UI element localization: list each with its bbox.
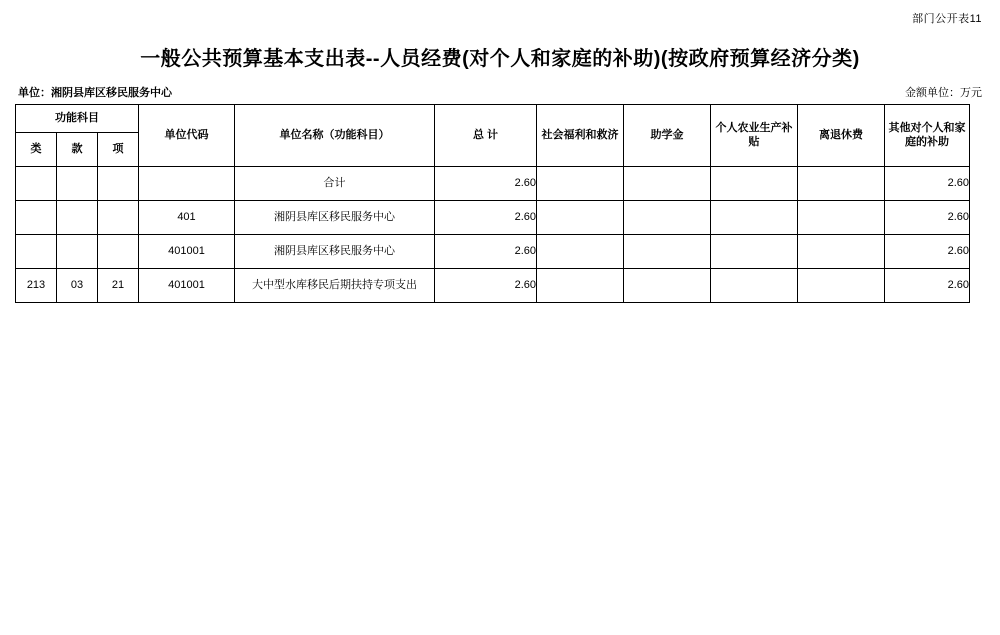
cell-agriculture-subsidy (711, 167, 798, 201)
cell-kuan (57, 235, 98, 269)
cell-unit-name: 合计 (235, 167, 435, 201)
column-header-grant: 助学金 (624, 105, 711, 167)
table-body (16, 167, 970, 303)
cell-other-personal-family-subsidy: 2.60 (885, 201, 970, 235)
cell-other-personal-family-subsidy: 2.60 (885, 167, 970, 201)
cell-kuan: 03 (57, 269, 98, 303)
cell-social-welfare (537, 235, 624, 269)
column-header-function-subject: 功能科目 (16, 105, 139, 133)
cell-agriculture-subsidy (711, 235, 798, 269)
column-header-unit-name: 单位名称（功能科目） (235, 105, 435, 167)
cell-unit-name: 大中型水库移民后期扶持专项支出 (235, 269, 435, 303)
cell-social-welfare (537, 201, 624, 235)
cell-grant (624, 201, 711, 235)
cell-unit-code (139, 167, 235, 201)
column-header-retirement: 离退休费 (798, 105, 885, 167)
cell-xiang (98, 201, 139, 235)
cell-unit-name: 湘阴县库区移民服务中心 (235, 235, 435, 269)
form-code-label: 部门公开表11 (912, 13, 982, 25)
cell-social-welfare (537, 269, 624, 303)
cell-lei: 213 (16, 269, 57, 303)
unit-label: 单位：湘阴县库区移民服务中心 (18, 87, 172, 99)
cell-xiang (98, 235, 139, 269)
cell-unit-name: 湘阴县库区移民服务中心 (235, 201, 435, 235)
cell-unit-code: 401 (139, 201, 235, 235)
cell-kuan (57, 201, 98, 235)
table-row (16, 167, 970, 201)
column-header-kuan: 款 (57, 133, 98, 167)
cell-xiang (98, 167, 139, 201)
cell-retirement (798, 269, 885, 303)
cell-total: 2.60 (435, 201, 537, 235)
column-header-total: 总 计 (435, 105, 537, 167)
cell-social-welfare (537, 167, 624, 201)
table-header (16, 105, 970, 167)
cell-total: 2.60 (435, 235, 537, 269)
meta-row (18, 84, 982, 100)
cell-grant (624, 167, 711, 201)
column-header-social-welfare: 社会福利和救济 (537, 105, 624, 167)
cell-other-personal-family-subsidy: 2.60 (885, 235, 970, 269)
column-header-agriculture-subsidy: 个人农业生产补贴 (711, 105, 798, 167)
cell-total: 2.60 (435, 167, 537, 201)
cell-other-personal-family-subsidy: 2.60 (885, 269, 970, 303)
cell-lei (16, 167, 57, 201)
cell-agriculture-subsidy (711, 269, 798, 303)
table-row (16, 201, 970, 235)
column-header-xiang: 项 (98, 133, 139, 167)
cell-lei (16, 235, 57, 269)
cell-grant (624, 269, 711, 303)
column-header-lei: 类 (16, 133, 57, 167)
cell-xiang: 21 (98, 269, 139, 303)
cell-kuan (57, 167, 98, 201)
cell-unit-code: 401001 (139, 235, 235, 269)
table-row (16, 235, 970, 269)
column-header-unit-code: 单位代码 (139, 105, 235, 167)
cell-unit-code: 401001 (139, 269, 235, 303)
cell-agriculture-subsidy (711, 201, 798, 235)
page-title: 一般公共预算基本支出表--人员经费(对个人和家庭的补助)(按政府预算经济分类) (140, 48, 860, 70)
cell-lei (16, 201, 57, 235)
budget-table (15, 104, 970, 303)
cell-retirement (798, 167, 885, 201)
cell-retirement (798, 201, 885, 235)
table-row (16, 269, 970, 303)
cell-retirement (798, 235, 885, 269)
cell-grant (624, 235, 711, 269)
amount-unit-label: 金额单位：万元 (905, 87, 982, 99)
column-header-other-personal-family-subsidy: 其他对个人和家庭的补助 (885, 105, 970, 167)
cell-total: 2.60 (435, 269, 537, 303)
table-header-row-group (16, 105, 970, 133)
